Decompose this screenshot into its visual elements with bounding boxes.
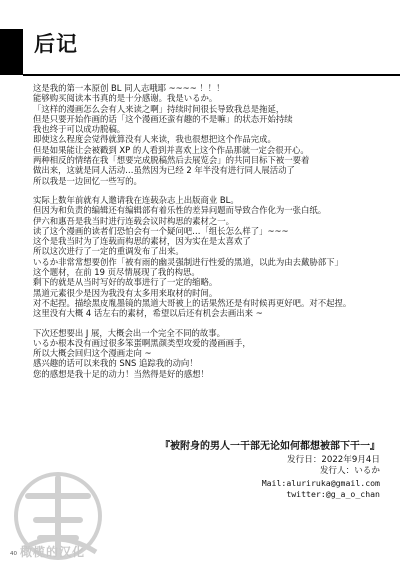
paragraph-closing xyxy=(33,328,388,379)
text-line: 所以大概会回归这个漫画走向 ~ xyxy=(33,348,152,359)
text-line: 能够购买阅读本书真的是十分感谢。我是いるか。 xyxy=(33,93,218,104)
text-line: いるか根本没有画过很多笨蛋啊黑颜类型攻爱的漫画画手， xyxy=(33,337,251,348)
text-line: 但是只要开始作画的话「这个漫画还蛮有趣的不是嘛」的状态开始持续 xyxy=(33,113,293,124)
text-line: 剩下的就是从当时写好的故事进行了一定的缩略。 xyxy=(33,277,218,288)
text-line: 读了这个漫画的读者们恐怕会有一个疑问吧…「组长怎么样了」~~~ xyxy=(33,225,289,236)
text-line: 所以这次进行了一定的重调发布了出来。 xyxy=(33,246,184,257)
colophon xyxy=(140,441,380,501)
paragraph-background xyxy=(33,195,388,319)
text-line: いるか非常常想要创作「被有雨的幽灵强制进行性爱的黑道，以此为由去戴胁部下」 xyxy=(33,256,343,267)
text-line: 黑道元素很少是因为我没有太多用来取材的时间。 xyxy=(33,287,218,298)
title-marker-bar xyxy=(0,29,23,75)
translator-caption: 橄榄的汉化 xyxy=(20,545,86,559)
publisher: 发行人：いるか xyxy=(319,466,380,476)
text-line: 实际上数年前就有人邀请我在连载杂志上出版商业 BL。 xyxy=(33,194,239,205)
text-line: 下次还想要出 J 展，大概会出一个完全不同的故事。 xyxy=(33,327,226,338)
text-line: 这里没有大概 4 话左右的素材，希望以后还有机会去画出来 ~ xyxy=(33,308,263,319)
text-line: 这个题材，在前 19 页尽情展现了我的构思。 xyxy=(33,267,200,278)
contact-twitter: twitter:@g_a_o_chan xyxy=(286,489,380,499)
text-line: 您的感想是我十足的动力！当然得是好的感想！ xyxy=(33,368,209,379)
text-line: 伊六和惠吾是我当时进行连载会议时构思的素材之一。 xyxy=(33,215,234,226)
text-line: 即使这么程度会觉得就算没有人来读，我也很想把这个作品完成。 xyxy=(33,134,276,145)
text-line: 两种相反的情绪在我「想要完成脱稿然后去展览会」的共同目标下被一要着 xyxy=(33,155,310,166)
paragraph-intro xyxy=(33,83,388,186)
text-line: 对不起捏。描绘黑皮胤墨镜的黑道大哥被上的话果然还是有时候再更好吧。对不起捏。 xyxy=(33,297,352,308)
afterword-body xyxy=(33,83,388,388)
release-date: 发行日：2022年9月4日 xyxy=(287,454,380,465)
text-line: 但因为和负责的编辑还有编辑部有着乐性的差异问题而导致合作化为一张白纸。 xyxy=(33,205,327,216)
text-line: 这是我的第一本原创 BL 同人志哦耶 ~~~~ ！！！ xyxy=(33,83,225,93)
text-line: 但是如果能让会被戳到 XP 的人看到并喜欢上这个作品那就一定会很开心。 xyxy=(33,144,309,155)
text-line: 这个是我当时为了连载而构思的素材，因为实在是太喜欢了 xyxy=(33,236,251,247)
page-title: 后记 xyxy=(34,32,78,56)
text-line: 做出来，这就是同人活动…虽然因为已经 2 年半没有进行同人展活动了 xyxy=(33,165,295,176)
text-line: 所以我是一边回忆一些写的。 xyxy=(33,175,142,186)
text-line: 「这样的漫画怎么会有人来读之啊」持续时间很长导致我总是拖延， xyxy=(33,103,285,114)
text-line: 我也终于可以成功脱稿。 xyxy=(33,124,126,135)
work-title: 『被附身的男人一干部无论如何都想被部下干一』 xyxy=(160,441,380,452)
contact-mail: Mail:aluriruka@gmail.com xyxy=(261,477,380,488)
page-number: 40 xyxy=(10,551,17,557)
text-line: 感兴趣的话可以来我的 SNS 追踪我的动向！ xyxy=(33,358,198,369)
title-underline xyxy=(23,74,400,76)
